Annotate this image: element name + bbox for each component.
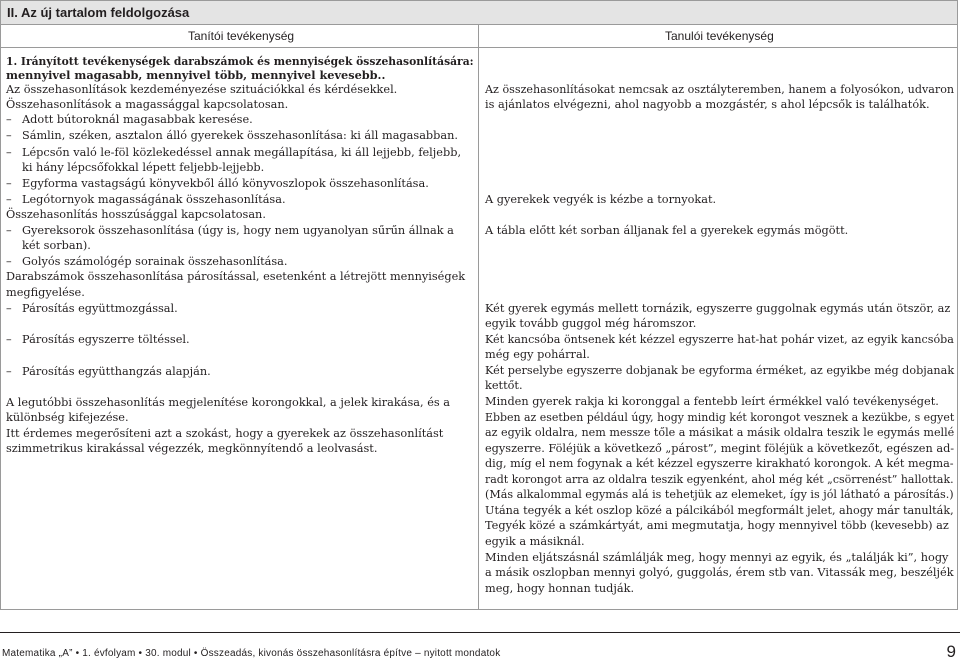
dash-bullet: – [6,113,12,126]
left-line: 1. Irányított tevékenységek darabszámok és mennyiségek összehasonlítására: [6,54,474,68]
right-line: radt korongot arra az oldalra teszik egyenként, ahol még két „csörrenést” hallottak. [485,473,954,486]
right-line: Tegyék közé a számkártyát, ami megmutatja, hogy mennyivel több (kevesebb) az [485,519,949,532]
right-line: (Más alkalommal egymás alá is tehetjük az elemeket, így is jól látható a párosítás.) [485,488,954,501]
dash-bullet: – [6,255,12,268]
left-line: Lépcsőn való le-föl közlekedéssel annak megállapítása, ki áll lejjebb, feljebb, [22,146,462,159]
left-line: Adott bútoroknál magasabbak keresése. [22,113,253,126]
left-line: Párosítás együttmozgással. [22,302,178,315]
right-line: Két gyerek egymás mellett tornázik, egyszerre guggolnak egymás után ötször, az [485,302,951,315]
left-line: Darabszámok összehasonlítása párosítással, esetenként a létrejött mennyiségek [6,270,466,283]
footer-rule [0,632,960,633]
teacher-column-heading: Tanítói tevékenység [188,29,295,43]
dash-bullet: – [6,224,12,237]
right-line: Az összehasonlításokat nemcsak az osztályteremben, hanem a folyosókon, udvaron [485,83,955,96]
dash-bullet: – [6,193,12,206]
dash-bullet: – [6,302,12,315]
right-line: Két perselybe egyszerre dobjanak be egyforma érméket, az egyikbe még dobjanak [485,364,955,377]
left-line: mennyivel magasabb, mennyivel több, mennyivel kevesebb.. [6,68,386,82]
dash-bullet: – [6,333,12,346]
left-line: Itt érdemes megerősíteni azt a szokást, hogy a gyerekek az összehasonlítást [6,427,444,440]
right-line: kettőt. [485,379,523,392]
left-line: Gyereksorok összehasonlítása (úgy is, hogy nem ugyanolyan sűrűn állnak a [22,224,454,237]
right-line: az egyik oldalra, nem messze tőle a másikat a másik oldalra teszik le egymás mellé [485,426,955,439]
right-line: Ebben az esetben például úgy, hogy mindig két korongot vesznek a kezükbe, s egyet [485,411,955,424]
right-line: is ajánlatos elvégezni, ahol nagyobb a mozgástér, s ahol lépcsők is találhatók. [485,98,930,111]
left-line: Párosítás együtthangzás alapján. [22,365,211,378]
left-line: ki hány lépcsőfokkal lépett feljebb-lejjebb. [22,161,265,174]
dash-bullet: – [6,129,12,142]
right-line: egyik tovább guggol még háromszor. [485,317,697,330]
left-line: Golyós számológép sorainak összehasonlítása. [22,255,288,268]
dash-bullet: – [6,365,12,378]
left-line: Összehasonlítás hosszúsággal kapcsolatosan. [6,208,266,221]
section-header [0,0,958,25]
header-divider [0,47,958,48]
left-line: szimmetrikus kirakással végezzék, megkönnyítendő a leolvasást. [6,442,378,455]
left-line: Párosítás egyszerre töltéssel. [22,333,190,346]
left-line: Összehasonlítások a magassággal kapcsolatosan. [6,98,289,111]
left-line: különbség kifejezése. [6,411,129,424]
column-divider [478,25,479,610]
page-number: 9 [946,642,956,661]
student-column-heading: Tanulói tevékenység [665,29,774,43]
left-line: Legótornyok magasságának összehasonlítása. [22,193,286,206]
right-line: Minden eljátszásnál számlálják meg, hogy mennyi az egyik, és „találják ki”, hogy [485,551,949,564]
dash-bullet: – [6,146,12,159]
left-line: Sámlin, széken, asztalon álló gyerekek összehasonlítása: ki áll magasabban. [22,129,459,142]
right-line: a másik oszlopban mennyi golyó, guggolás, érem stb van. Vitassák meg, beszéljék [485,566,954,579]
footer-text: Matematika „A” • 1. évfolyam • 30. modul • Összeadás, kivonás összehasonlításra építve – nyitott mondatok [2,648,501,659]
dash-bullet: – [6,177,12,190]
left-line: Az összehasonlítások kezdeményezése szituációkkal és kérdésekkel. [6,83,398,96]
left-line: megfigyelése. [6,286,85,299]
right-line: egyik a másiknál. [485,535,585,548]
section-title: II. Az új tartalom feldolgozása [7,5,190,20]
left-line: két sorban). [22,239,91,252]
right-line: egyszerre. Föléjük a következő „párost”, megint föléjük a következőt, egészen ad- [485,442,955,455]
right-line: Utána tegyék a két oszlop közé a pálcikából megformált jelet, ahogy már tanulták, [485,504,954,517]
right-line: meg, hogy honnan tudják. [485,582,635,595]
right-line: Két kancsóba öntsenek két kézzel egyszerre hat-hat pohár vizet, az egyik kancsóba [485,333,954,346]
left-line: A legutóbbi összehasonlítás megjelenítése korongokkal, a jelek kirakása, és a [6,396,450,409]
right-line: Minden gyerek rakja ki koronggal a fentebb leírt érmékkel való tevékenységet. [485,395,939,408]
right-line: dig, míg el nem fogynak a két kézzel egyszerre kirakható korongok. A két megma- [485,457,954,470]
left-line: Egyforma vastagságú könyvekből álló könyvoszlopok összehasonlítása. [22,177,429,190]
right-line: A tábla előtt két sorban álljanak fel a gyerekek egymás mögött. [485,224,849,237]
right-line: még egy pohárral. [485,348,590,361]
right-line: A gyerekek vegyék is kézbe a tornyokat. [485,193,717,206]
